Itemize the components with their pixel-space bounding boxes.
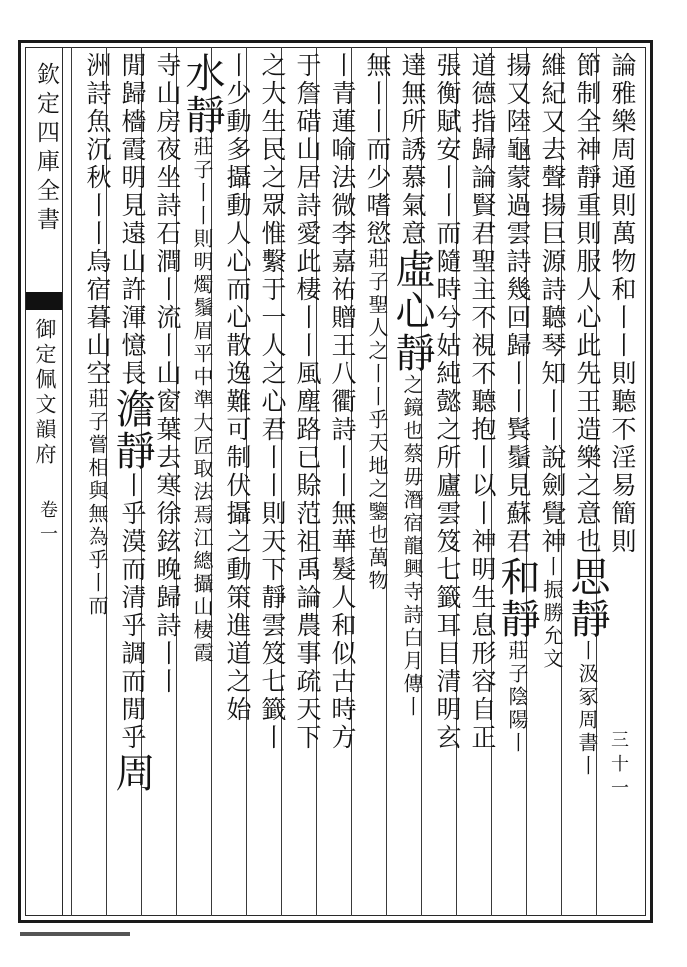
headword: 和靜 [494,556,540,640]
book-title: 欽定四庫全書 [33,62,59,236]
headword: 水靜 [179,52,225,136]
text-segment: 洲詩魚沉秋丨丨烏宿暮山空 [83,52,112,388]
headword: 周 [109,752,155,794]
text-segment: 張衡賦安丨丨而隨時兮姑純懿之所廬雲笈七籤耳目清明玄 [433,52,462,752]
text-segment: 莊子聖人之丨丨乎天地之鑒也萬物 [365,248,389,593]
text-segment: 節制全神靜重則服人心此先王造樂之意也 [573,52,602,556]
text-segment: 達無所誘慕氣意 [398,52,427,248]
text-segment: 丨青蓮喻法微李嘉祐贈王八衢詩丨丨無華髮人和似古時方 [328,52,357,752]
text-segment: 之鏡也蔡毋潛宿龍興寺詩白月傳丨 [400,374,424,719]
text-segment: 莊子陰陽丨 [505,640,529,755]
section-title: 御定佩文韻府 [33,318,57,468]
column-rule [71,47,72,916]
text-segment: 維紀又去聲揚巨源詩聽琴知丨丨說劍覺神 [538,52,567,556]
text-segment: 莊子嘗相與無為乎丨而 [85,388,109,618]
headword: 虛心靜 [389,248,435,374]
text-segment: 于詹碏山居詩愛此棲丨丨風塵路已賒范祖禹論農事疏天下 [293,52,322,752]
text-segment: 莊子丨丨則明燭鬚眉平中準大匠取法焉江總攝山棲霞 [190,136,214,665]
text-segment: 丨振勝允文 [540,556,564,671]
volume-label: 卷一 [37,500,58,548]
fish-tail-mark [26,292,62,310]
headword: 澹靜 [109,388,155,472]
footer-line [20,932,130,936]
text-segment: 之大生民之眾惟繫于一人之心君丨丨則天下靜雲笈七籤丨 [258,52,287,752]
text-segment: 論雅樂周通則萬物和丨丨則聽不淫易簡則 [608,52,637,556]
text-segment: 道德指歸論賢君聖主不視不聽抱丨以丨神明生息形容自正 [468,52,497,752]
page-number: 三十一 [608,730,629,802]
text-segment: 無丨丨而少嗜慾 [363,52,392,248]
text-column [75,52,119,902]
text-segment: 丨汲冢周書丨 [575,640,599,778]
text-segment: 閒歸檣霞明見遠山許渾憶長 [118,52,147,388]
text-segment: 揚又陸龜蒙過雲詩幾回歸丨丨鬂鬚見蘇君 [503,52,532,556]
text-segment: 丨乎漠而清乎調而閒乎 [118,472,147,752]
text-segment: 寺山房夜坐詩石澗丨流丨山窗葉去寒徐鉉晚歸詩丨丨 [153,52,182,696]
text-segment: 丨少動多攝動人心而心散逸難可制伏攝之動策進道之始 [223,52,252,724]
headword: 思靜 [564,556,610,640]
